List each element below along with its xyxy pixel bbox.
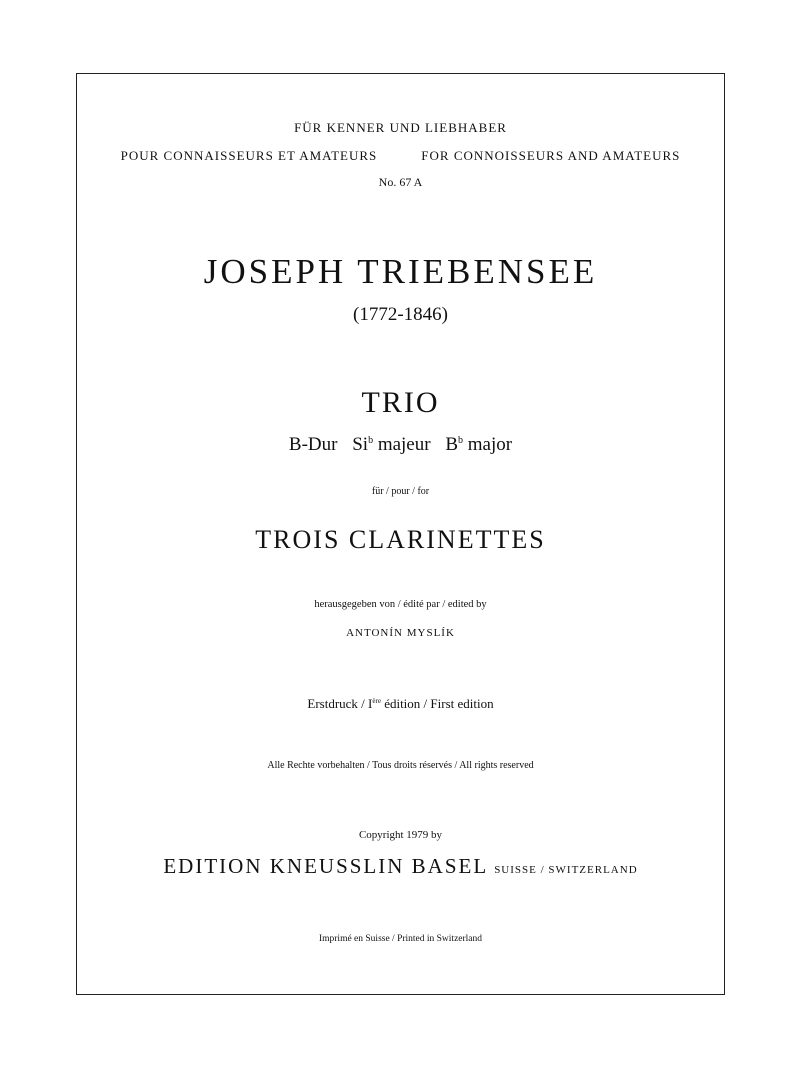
edition-rest: édition / First edition — [380, 696, 494, 711]
rights-notice: Alle Rechte vorbehalten / Tous droits réservés / All rights reserved — [267, 760, 534, 771]
publisher-name: EDITION KNEUSSLIN BASEL — [163, 854, 489, 878]
edition-statement — [77, 696, 724, 712]
edited-by-label: herausgegeben von / édité par / edited by — [314, 599, 487, 610]
edition-ordinal: ère — [372, 697, 381, 705]
composer-dates: (1772-1846) — [353, 304, 448, 325]
publisher — [77, 854, 724, 879]
key-english — [445, 434, 512, 455]
key-english-mode: major — [467, 434, 513, 455]
key-english-note: B — [445, 434, 459, 455]
flat-sign: b — [458, 435, 464, 446]
key-signatures — [77, 434, 724, 456]
printed-in: Imprimé en Suisse / Printed in Switzerland — [318, 934, 483, 944]
edition-german: Erstdruck / — [307, 696, 369, 711]
flat-sign: b — [368, 435, 374, 446]
series-title-french: POUR CONNAISSEURS ET AMATEURS — [120, 148, 378, 163]
instrumentation: TROIS CLARINETTES — [255, 525, 546, 554]
series-title-german: FÜR KENNER UND LIEBHABER — [294, 120, 507, 135]
editor-name: ANTONÍN MYSLÍK — [346, 627, 455, 639]
key-french-note: Si — [352, 434, 369, 455]
copyright-line: Copyright 1979 by — [358, 829, 443, 841]
series-title-row — [77, 148, 724, 164]
key-french-mode: majeur — [377, 434, 431, 455]
composer-name: JOSEPH TRIEBENSEE — [203, 252, 598, 291]
key-french — [352, 434, 430, 455]
series-number: No. 67 A — [378, 175, 423, 189]
work-title: TRIO — [361, 386, 440, 419]
key-german: B-Dur — [288, 434, 338, 455]
edition-french: I — [368, 696, 373, 711]
publisher-country: SUISSE / SWITZERLAND — [494, 864, 638, 876]
title-page-frame — [76, 73, 725, 995]
series-title-english: FOR CONNOISSEURS AND AMATEURS — [421, 148, 681, 163]
for-label: für / pour / for — [371, 486, 430, 497]
